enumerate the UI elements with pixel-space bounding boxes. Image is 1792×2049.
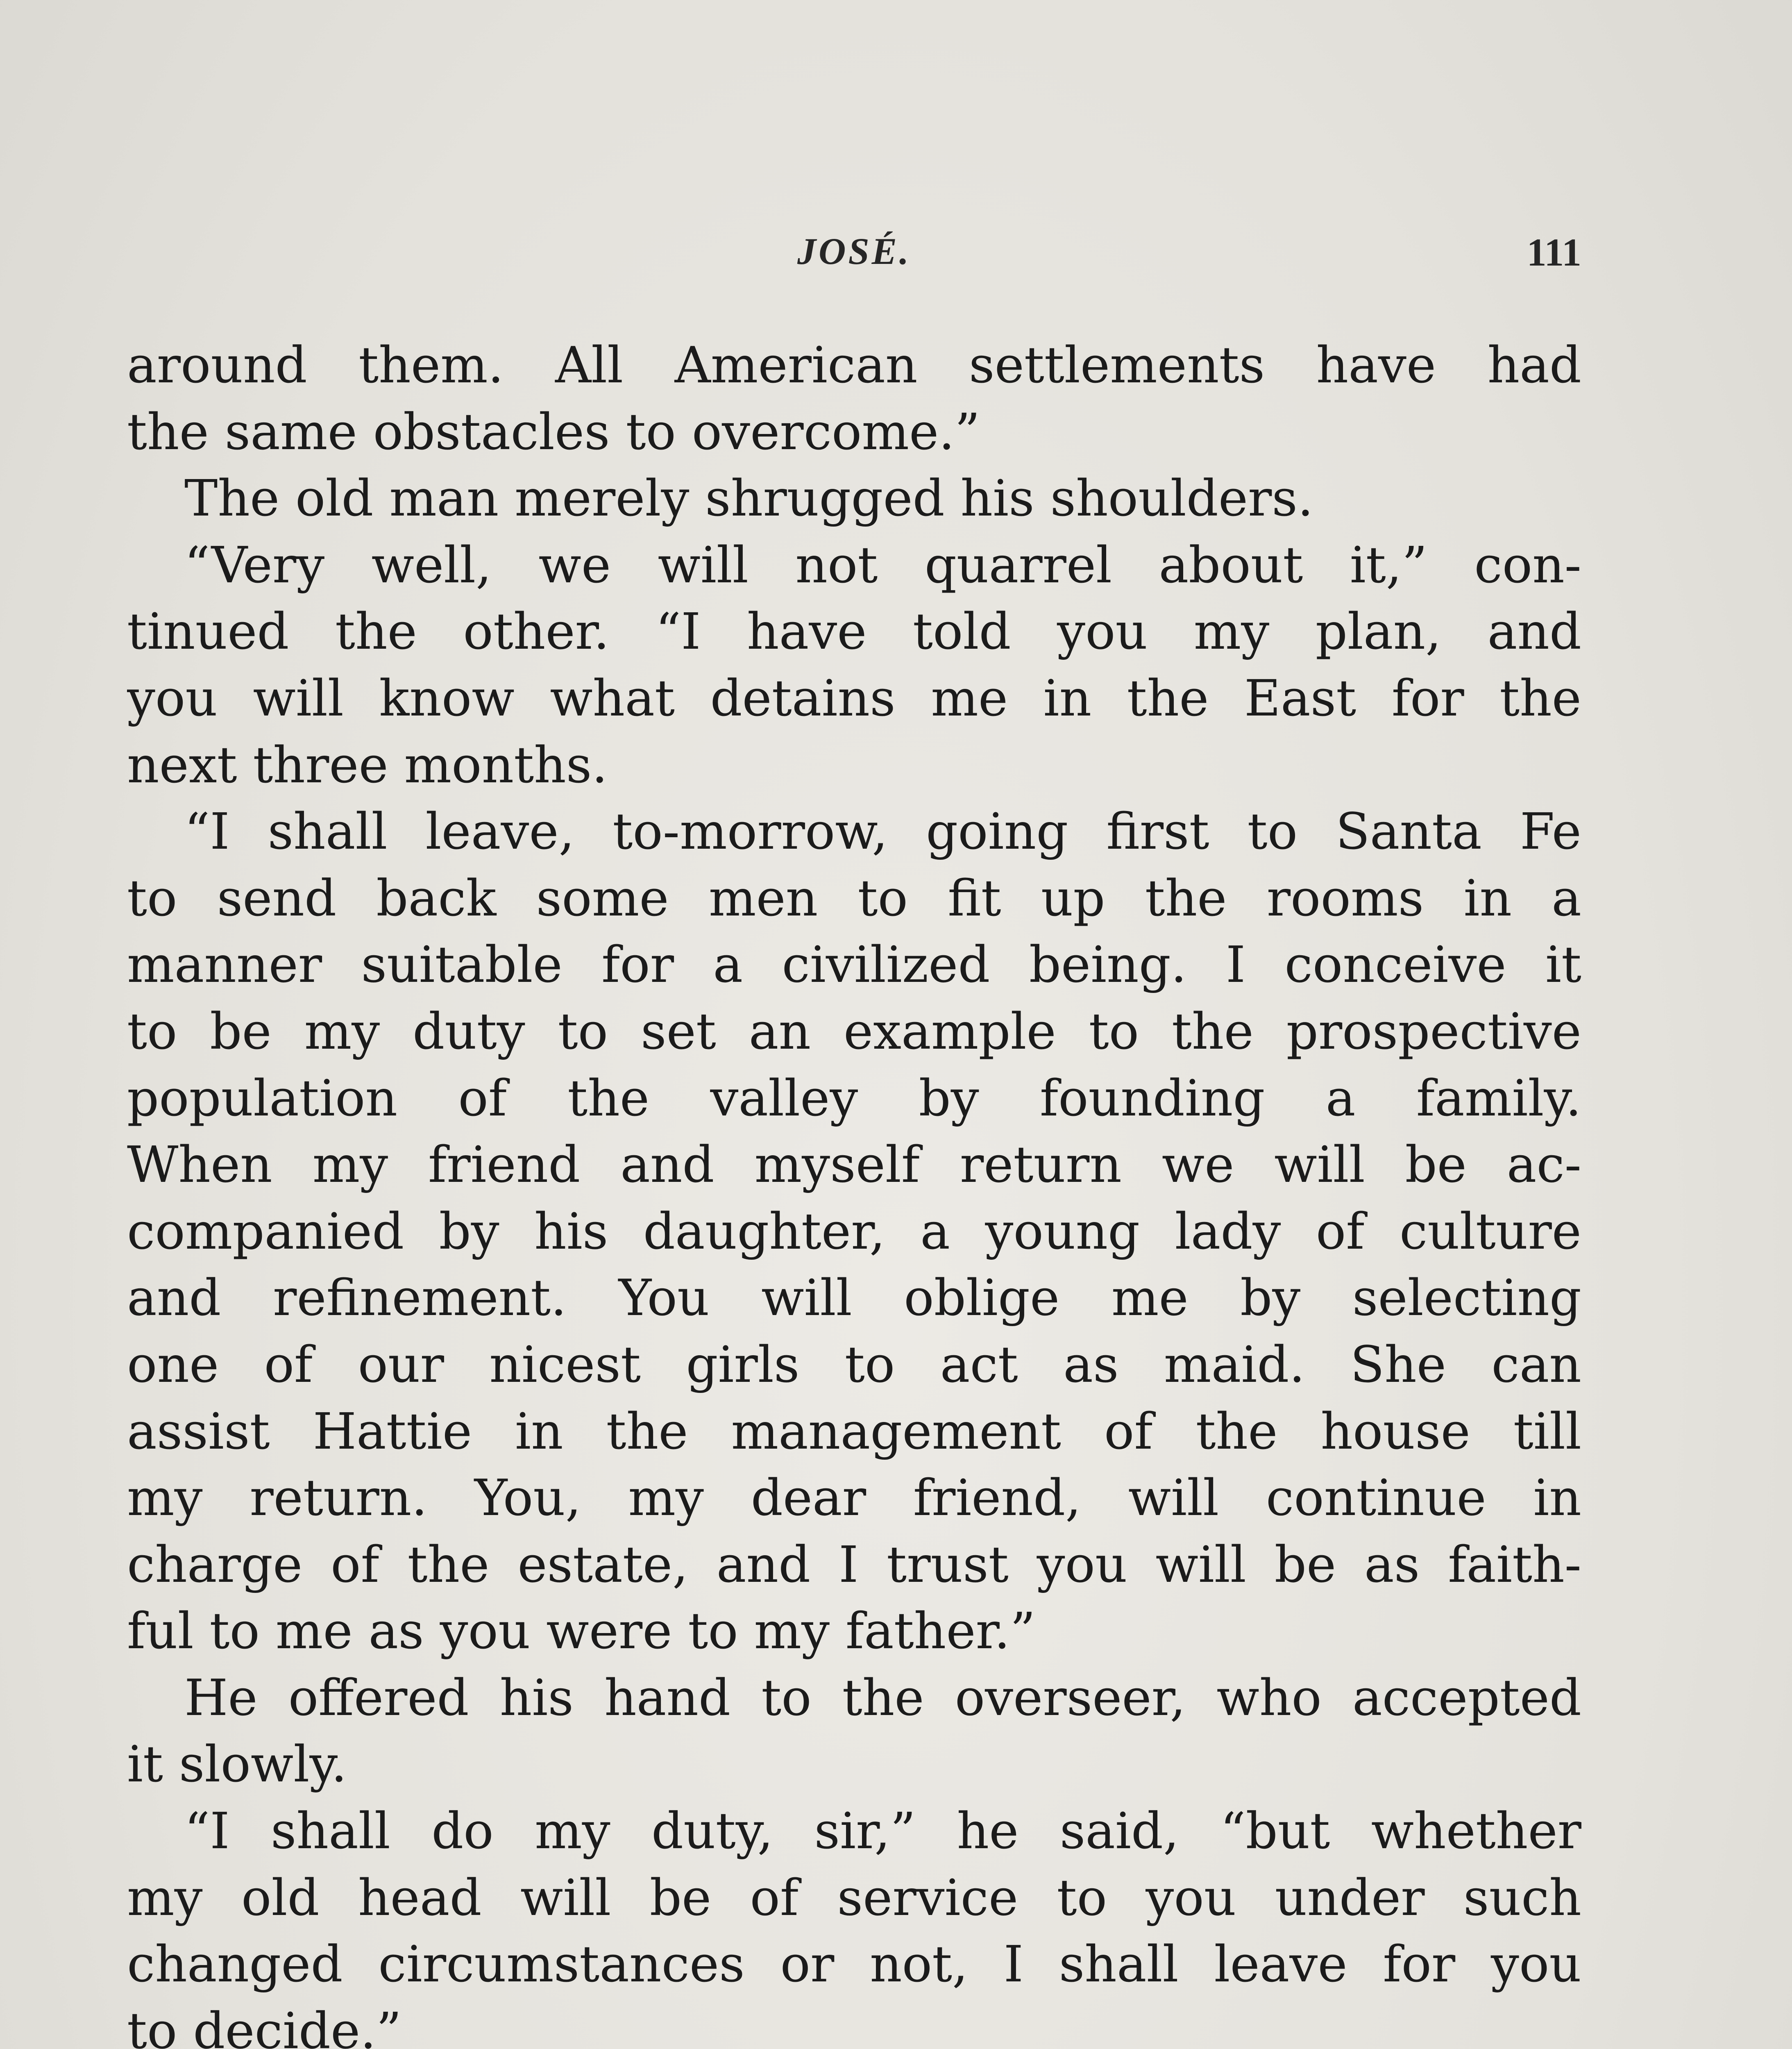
text-line: tinued the other. “I have told you my plan, and: [127, 602, 1581, 661]
text-line: “Very well, we will not quarrel about it,” con-: [184, 536, 1581, 594]
text-line: my old head will be of service to you under such: [127, 1868, 1581, 1927]
text-line: ful to me as you were to my father.”: [127, 1602, 1036, 1661]
text-line: He offered his hand to the overseer, who accepted: [184, 1668, 1581, 1727]
page-header: [127, 229, 1581, 287]
text-line: my return. You, my dear friend, will continue in: [127, 1469, 1581, 1527]
text-line: The old man merely shrugged his shoulders.: [184, 469, 1313, 528]
text-line: companied by his daughter, a young lady of culture: [127, 1202, 1581, 1261]
text-line: one of our nicest girls to act as maid. She can: [127, 1335, 1581, 1394]
text-line: population of the valley by founding a family.: [127, 1069, 1581, 1127]
text-line: to be my duty to set an example to the prospective: [127, 1002, 1581, 1061]
text-line: “I shall do my duty, sir,” he said, “but whether: [184, 1802, 1581, 1860]
text-line: around them. All American settlements have had: [127, 336, 1581, 394]
text-line: to decide.”: [127, 2001, 402, 2049]
running-title: JOSÉ.: [797, 230, 911, 272]
text-line: manner suitable for a civilized being. I conceive it: [127, 936, 1581, 994]
text-line: you will know what detains me in the East for the: [127, 669, 1581, 727]
text-line: it slowly.: [127, 1735, 347, 1794]
text-line: When my friend and myself return we will be ac-: [127, 1136, 1581, 1194]
text-line: “I shall leave, to-morrow, going first to Santa Fe: [184, 802, 1581, 861]
text-line: next three months.: [127, 736, 608, 794]
body-text: [127, 332, 1581, 2049]
text-line: and refinement. You will oblige me by selecting: [127, 1269, 1581, 1327]
text-line: the same obstacles to overcome.”: [127, 402, 980, 461]
text-line: changed circumstances or not, I shall leave for you: [127, 1935, 1581, 1994]
text-line: assist Hattie in the management of the house till: [127, 1402, 1581, 1461]
page-number: 111: [1527, 230, 1581, 274]
text-line: charge of the estate, and I trust you will be as faith-: [127, 1535, 1581, 1594]
text-line: to send back some men to fit up the rooms in a: [127, 869, 1581, 927]
